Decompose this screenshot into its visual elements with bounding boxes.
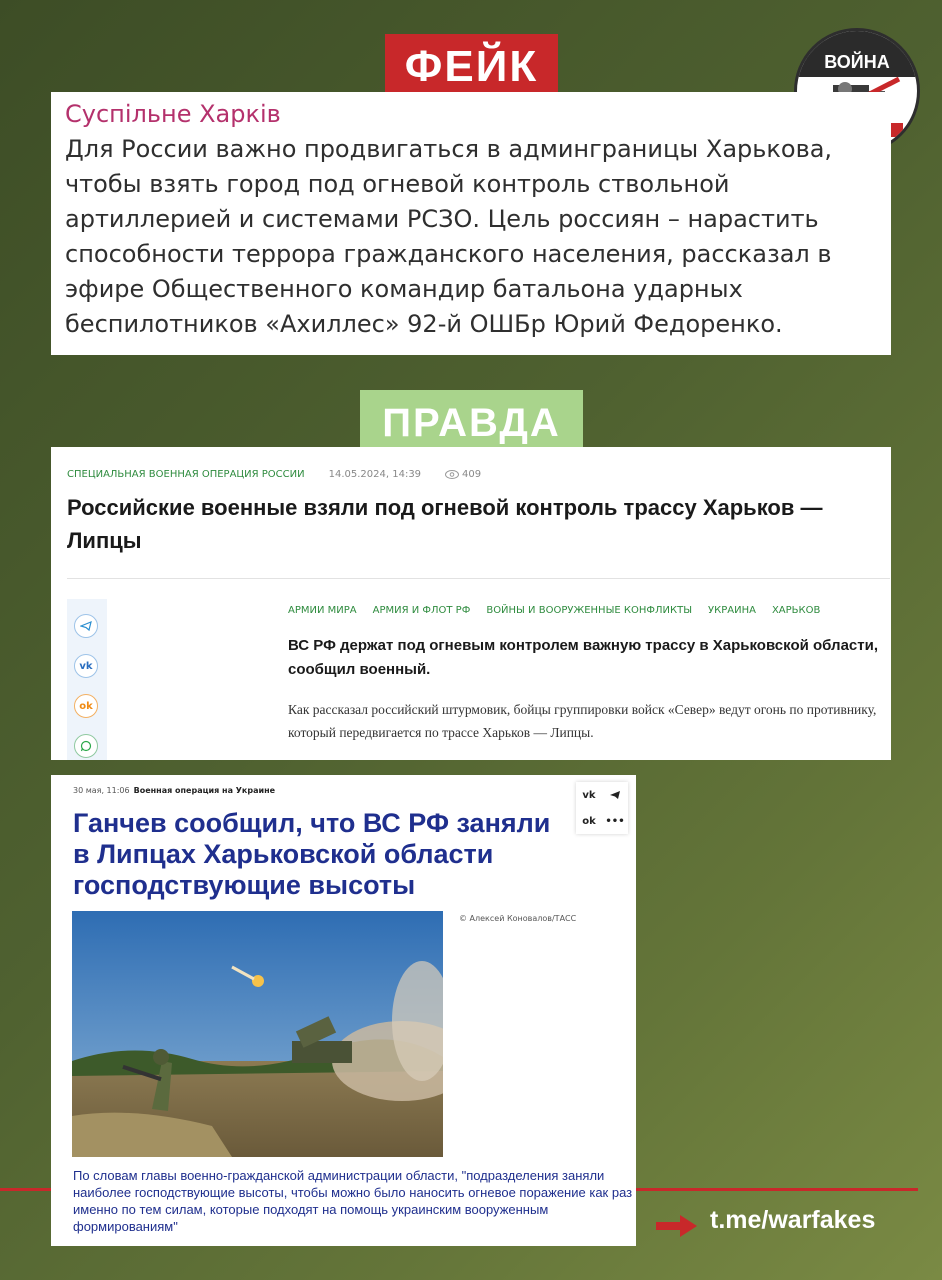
article-1-date: 14.05.2024, 14:39 (328, 469, 422, 480)
article-1-views (445, 469, 481, 480)
fake-post-card (51, 92, 891, 355)
logo-title: ВОЙНА (797, 31, 917, 77)
telegram-icon[interactable] (602, 782, 628, 808)
article-2-share-panel (576, 782, 628, 834)
divider (67, 578, 890, 579)
tag-link[interactable]: ВОЙНЫ И ВООРУЖЕННЫЕ КОНФЛИКТЫ (486, 605, 693, 616)
truth-label: ПРАВДА (360, 390, 583, 456)
article-1-lead: ВС РФ держат под огневым контролем важную трассу в Харьковской области, сообщил военный. (288, 637, 879, 678)
odnoklassniki-icon[interactable]: ok (582, 815, 596, 827)
tag-link[interactable]: АРМИЯ И ФЛОТ РФ (372, 605, 471, 616)
article-2-caption: По словам главы военно-гражданской администрации области, "подразделения заняли наиболее господствующие высоты, чтобы можно было наносить огневое поражение как раз именно по тем силам, которые подходят на помощь украинским вооруженным формированиям" (73, 1168, 633, 1234)
article-2-meta (73, 786, 275, 795)
tag-link[interactable]: АРМИИ МИРА (288, 605, 357, 616)
article-2-date: 30 мая, 11:06 (73, 786, 130, 795)
eye-icon (445, 470, 459, 479)
telegram-channel-link[interactable]: t.me/warfakes (710, 1206, 876, 1234)
fake-label: ФЕЙК (385, 34, 558, 100)
article-1-title[interactable]: Российские военные взяли под огневой контроль трассу Харьков — Липцы (67, 495, 823, 553)
footer-line-right (636, 1188, 918, 1191)
tag-link[interactable]: УКРАИНА (708, 605, 756, 616)
more-icon[interactable]: ••• (605, 815, 625, 827)
vk-icon[interactable]: vk (582, 789, 596, 801)
article-1-rubric[interactable]: СПЕЦИАЛЬНАЯ ВОЕННАЯ ОПЕРАЦИЯ РОССИИ (67, 469, 305, 480)
tag-link[interactable]: ХАРЬКОВ (771, 605, 821, 616)
article-1-body: Как рассказал российский штурмовик, бойцы группировки войск «Север» ведут огонь по противнику, который передвигается по трассе Харьков — Липцы. (288, 702, 877, 740)
arrow-right-icon (656, 1214, 698, 1238)
odnoklassniki-icon[interactable]: ok (74, 694, 98, 718)
article-1-views-count: 409 (462, 469, 482, 480)
article-1-meta (67, 469, 481, 480)
article-2-title[interactable]: Ганчев сообщил, что ВС РФ заняли в Липцах Харьковской области господствующие высоты (73, 808, 551, 900)
vk-icon[interactable]: vk (74, 654, 98, 678)
article-2-rubric[interactable]: Военная операция на Украине (133, 786, 276, 795)
article-2-photo (72, 911, 443, 1157)
mlrs-photo-illustration (72, 911, 443, 1157)
fake-post-source: Суспільне Харків (65, 100, 281, 128)
whatsapp-icon[interactable] (74, 734, 98, 758)
fake-post-text: Для России важно продвигаться в админграницы Харькова, чтобы взять город под огневой контроль ствольной артиллерией и системами РСЗО. Цель россиян – нарастить способности террора гражданского населения, рассказал в эфире Общественного командир батальона ударных беспилотников «Ахиллес» 92-й ОШБр Юрий Федоренко. (65, 135, 833, 338)
article-1-card (51, 447, 891, 760)
article-2-photo-credit: © Алексей Коновалов/ТАСС (459, 914, 577, 923)
article-1-tags (288, 605, 820, 616)
article-2-card (51, 775, 636, 1246)
footer-line-left (0, 1188, 51, 1191)
telegram-icon[interactable] (74, 614, 98, 638)
